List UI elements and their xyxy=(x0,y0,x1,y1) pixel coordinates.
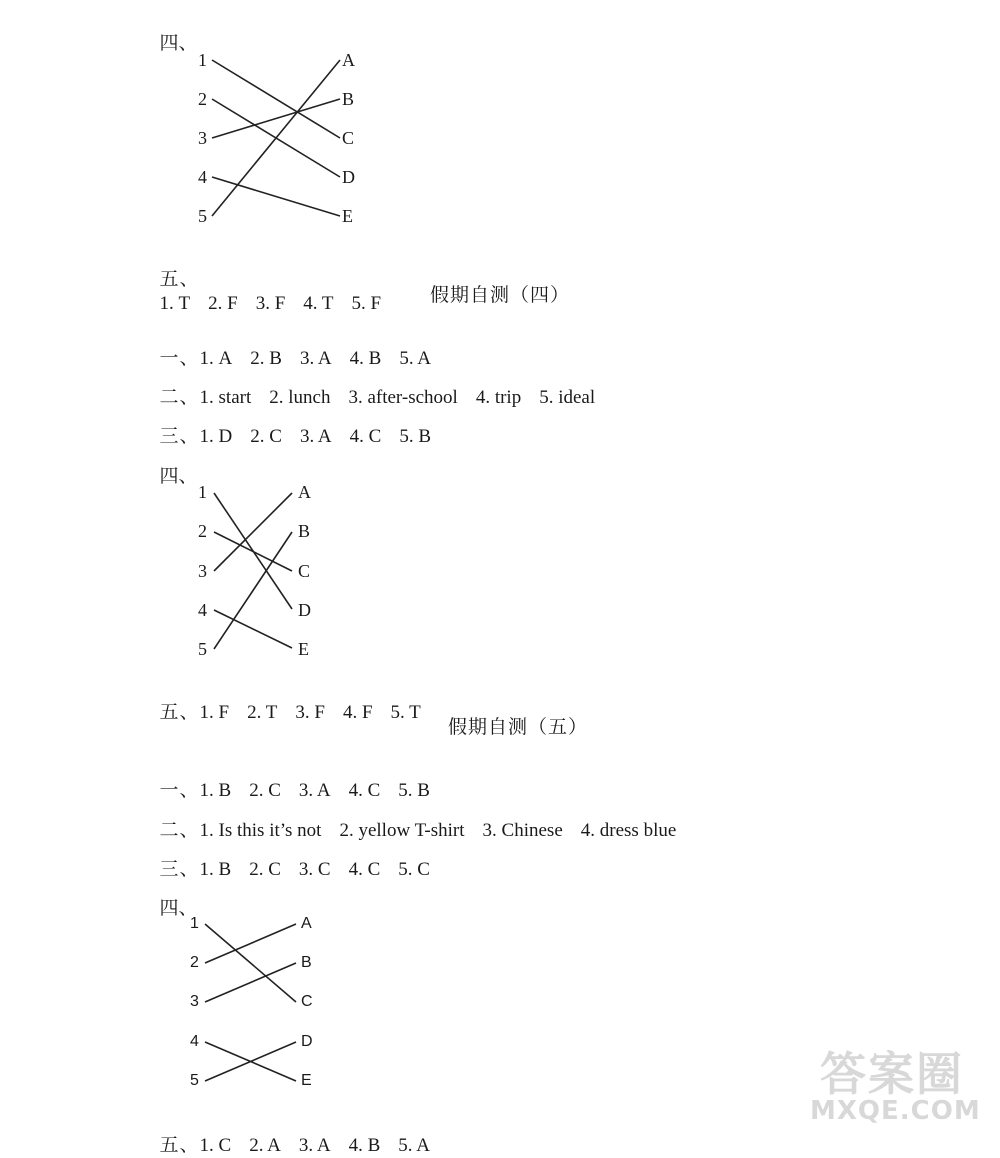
test-4-title: 假期自测（四） xyxy=(429,285,570,306)
test5-section-4-heading: 四、 xyxy=(159,898,198,919)
test5-section-5: 五、1. C 2. A 3. A 4. B 5. A xyxy=(159,1135,430,1156)
test-5-title: 假期自测（五） xyxy=(447,717,588,738)
test5-section-1: 一、1. B 2. C 3. A 4. C 5. B xyxy=(159,780,430,801)
test4-section-2: 二、1. start 2. lunch 3. after-school 4. trip 5. ideal xyxy=(159,387,596,408)
match2-right-C: C xyxy=(298,561,311,581)
match2-right-E: E xyxy=(298,639,309,659)
match1-left-1: 1 xyxy=(198,50,207,70)
match1-right-A: A xyxy=(342,50,355,70)
match3-right-A: A xyxy=(301,915,312,932)
match1-left-2: 2 xyxy=(198,89,207,109)
match2-left-5: 5 xyxy=(198,639,207,659)
match2-right-D: D xyxy=(298,600,311,620)
match3-left-3: 3 xyxy=(190,993,199,1010)
test4-section-1: 一、1. A 2. B 3. A 4. B 5. A xyxy=(159,348,431,369)
match1-left-4: 4 xyxy=(198,167,207,187)
match1-left-5: 5 xyxy=(198,206,207,226)
match3-right-E: E xyxy=(301,1072,312,1089)
match3-left-2: 2 xyxy=(190,954,199,971)
watermark-logo: 答案圈 MXQE.COM xyxy=(810,1047,981,1126)
match3-right-C: C xyxy=(301,993,313,1010)
test4-section-3: 三、1. D 2. C 3. A 4. C 5. B xyxy=(159,426,431,447)
match2-left-4: 4 xyxy=(198,600,207,620)
test5-section-2: 二、1. Is this it’s not 2. yellow T-shirt 3. Chinese 4. dress blue xyxy=(159,820,677,841)
match3-left-1: 1 xyxy=(190,915,199,932)
match2-left-3: 3 xyxy=(198,561,207,581)
match1-right-D: D xyxy=(342,167,355,187)
match3-left-4: 4 xyxy=(190,1033,199,1050)
match2-left-1: 1 xyxy=(198,482,207,502)
match3-right-B: B xyxy=(301,954,312,971)
match2-right-A: A xyxy=(298,482,311,502)
match3-right-D: D xyxy=(301,1033,313,1050)
match1-right-C: C xyxy=(342,128,355,148)
match1-left-3: 3 xyxy=(198,128,207,148)
test4-section-5: 五、1. F 2. T 3. F 4. F 5. T xyxy=(159,702,421,723)
section-5-answers: 五、 1. T 2. F 3. F 4. T 5. F xyxy=(159,269,382,314)
match1-right-E: E xyxy=(342,206,353,226)
test5-section-3: 三、1. B 2. C 3. C 4. C 5. C xyxy=(159,859,430,880)
match2-left-2: 2 xyxy=(198,521,207,541)
match2-right-B: B xyxy=(298,521,311,541)
match3-left-5: 5 xyxy=(190,1072,199,1089)
test4-section-4-heading: 四、 xyxy=(159,466,198,487)
match1-right-B: B xyxy=(342,89,355,109)
section-4-heading: 四、 xyxy=(159,33,198,54)
